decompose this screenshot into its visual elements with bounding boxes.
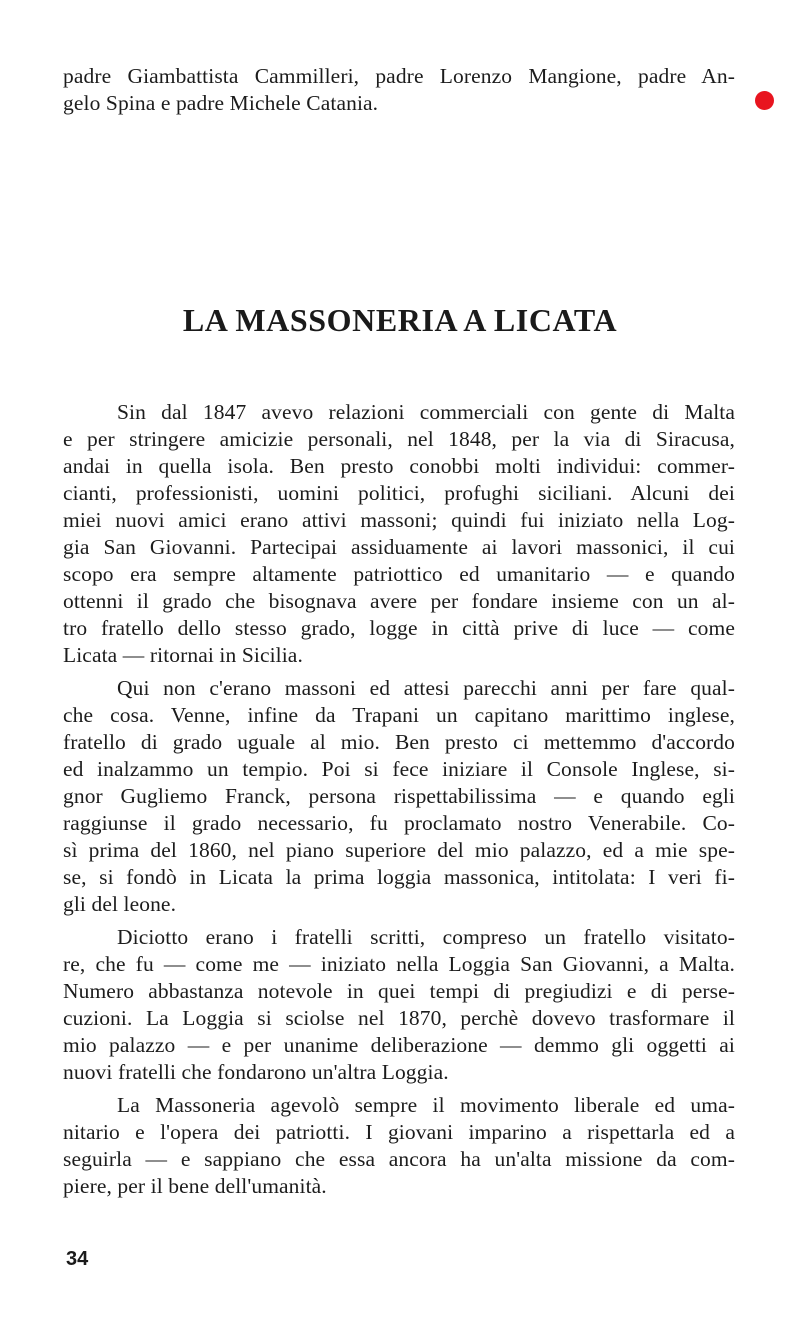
paragraph-1-line: e per stringere amicizie personali, nel 1848, per la via di Siracusa, [63,427,735,451]
page-number: 34 [66,1248,89,1270]
intro-line: gelo Spina e padre Michele Catania. [63,91,379,115]
paragraph-2-line: raggiunse il grado necessario, fu proclamato nostro Venerabile. Co- [63,811,735,835]
paragraph-1-line: tro fratello dello stesso grado, logge in città prive di luce — come [63,616,735,640]
paragraph-2-line: gnor Gugliemo Franck, persona rispettabilissima — e quando egli [63,784,735,808]
paragraph-2-line: sì prima del 1860, nel piano superiore del mio palazzo, ed a mie spe- [63,838,735,862]
paragraph-2-line: Qui non c'erano massoni ed attesi parecchi anni per fare qual- [117,676,735,700]
paragraph-2-line: se, si fondò in Licata la prima loggia massonica, intitolata: I veri fi- [63,865,735,889]
paragraph-4-line: La Massoneria agevolò sempre il movimento liberale ed uma- [117,1093,735,1117]
paragraph-2-line: che cosa. Venne, infine da Trapani un capitano marittimo inglese, [63,703,735,727]
paragraph-3-line: re, che fu — come me — iniziato nella Loggia San Giovanni, a Malta. [63,952,735,976]
red-marker-dot [755,91,774,110]
paragraph-1-line: Licata — ritornai in Sicilia. [63,643,303,667]
paragraph-2-line: fratello di grado uguale al mio. Ben presto ci mettemmo d'accordo [63,730,735,754]
paragraph-1-line: scopo era sempre altamente patriottico ed umanitario — e quando [63,562,735,586]
paragraph-3-line: Diciotto erano i fratelli scritti, compreso un fratello visitato- [117,925,735,949]
paragraph-4-line: seguirla — e sappiano che essa ancora ha un'alta missione da com- [63,1147,735,1171]
paragraph-2-line: ed inalzammo un tempio. Poi si fece iniziare il Console Inglese, si- [63,757,735,781]
paragraph-2-line: gli del leone. [63,892,177,916]
paragraph-3-line: cuzioni. La Loggia si sciolse nel 1870, perchè dovevo trasformare il [63,1006,735,1030]
paragraph-3-line: nuovi fratelli che fondarono un'altra Loggia. [63,1060,449,1084]
paragraph-1-line: ottenni il grado che bisognava avere per fondare insieme con un al- [63,589,735,613]
paragraph-1-line: cianti, professionisti, uomini politici, profughi siciliani. Alcuni dei [63,481,735,505]
intro-line: padre Giambattista Cammilleri, padre Lorenzo Mangione, padre An- [63,64,735,88]
paragraph-3-line: mio palazzo — e per unanime deliberazione — demmo gli oggetti ai [63,1033,735,1057]
paragraph-1-line: gia San Giovanni. Partecipai assiduamente ai lavori massonici, il cui [63,535,735,559]
paragraph-3-line: Numero abbastanza notevole in quei tempi di pregiudizi e di perse- [63,979,735,1003]
paragraph-1-line: miei nuovi amici erano attivi massoni; quindi fui iniziato nella Log- [63,508,735,532]
paragraph-4-line: piere, per il bene dell'umanità. [63,1174,327,1198]
paragraph-1-line: Sin dal 1847 avevo relazioni commerciali con gente di Malta [117,400,735,424]
section-title: LA MASSONERIA A LICATA [182,302,618,338]
paragraph-4-line: nitario e l'opera dei patriotti. I giovani imparino a rispettarla ed a [63,1120,735,1144]
paragraph-1-line: andai in quella isola. Ben presto conobbi molti individui: commer- [63,454,735,478]
